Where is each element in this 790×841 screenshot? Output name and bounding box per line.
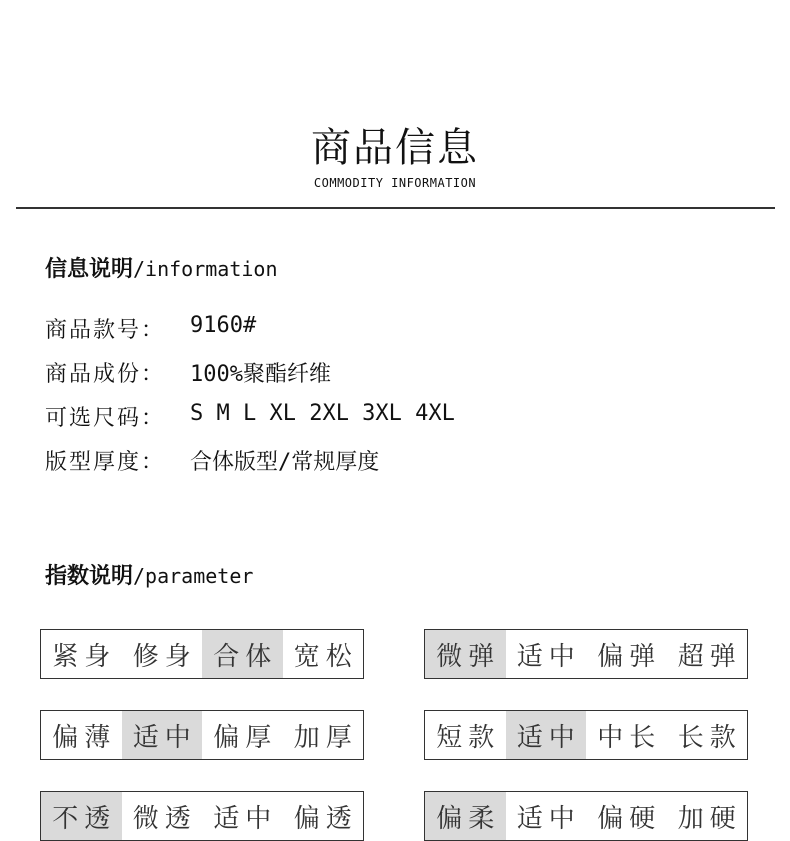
param-option: 偏薄: [52, 722, 117, 753]
param-option: 紧身: [52, 641, 117, 672]
info-label: 商品款号：: [45, 318, 166, 343]
param-option: 偏弹: [597, 641, 662, 672]
param-option: 长款: [677, 722, 742, 753]
info-value: 100%聚酯纤维: [190, 362, 331, 387]
info-value: S M L XL 2XL 3XL 4XL: [190, 401, 455, 426]
info-row-sizes: [45, 401, 455, 432]
param-option-selected: 不透: [41, 792, 122, 840]
info-label: 版型厚度：: [45, 450, 166, 475]
divider: [16, 207, 775, 209]
param-transparency-box: [40, 791, 364, 841]
param-option: 适中: [516, 641, 581, 672]
param-thickness-box: [40, 710, 364, 760]
param-length-box: [424, 710, 748, 760]
param-option: 宽松: [293, 641, 358, 672]
info-row-composition: [45, 357, 331, 388]
info-heading-zh: 信息说明: [45, 257, 134, 282]
info-value: 合体版型/常规厚度: [190, 450, 380, 475]
param-option-selected: 合体: [202, 630, 283, 678]
param-option: 适中: [516, 803, 581, 834]
info-label: 商品成份：: [45, 362, 166, 387]
param-heading-en: /parameter: [133, 564, 254, 588]
param-heading: [45, 559, 253, 590]
page-subtitle: COMMODITY INFORMATION: [313, 176, 477, 190]
param-elasticity-box: [424, 629, 748, 679]
param-option-selected: 偏柔: [425, 792, 506, 840]
info-heading-en: /information: [133, 257, 278, 281]
param-option: 偏厚: [213, 722, 278, 753]
param-option: 中长: [597, 722, 662, 753]
param-softness-box: [424, 791, 748, 841]
param-heading-zh: 指数说明: [45, 564, 134, 589]
param-option-selected: 适中: [506, 711, 587, 759]
page-title: 商品信息: [311, 125, 479, 171]
param-option: 超弹: [677, 641, 742, 672]
info-heading: [45, 252, 278, 283]
param-option-selected: 微弹: [425, 630, 506, 678]
info-row-fit-thickness: [45, 445, 379, 476]
param-option: 偏透: [293, 803, 358, 834]
param-option: 短款: [436, 722, 501, 753]
param-option: 加硬: [677, 803, 742, 834]
info-label: 可选尺码：: [45, 406, 166, 431]
info-value: 9160#: [190, 313, 257, 338]
info-row-style-number: [45, 313, 256, 344]
param-option: 修身: [132, 641, 197, 672]
param-option: 适中: [213, 803, 278, 834]
param-option: 微透: [132, 803, 197, 834]
param-fit-box: [40, 629, 364, 679]
param-option-selected: 适中: [122, 711, 203, 759]
param-option: 偏硬: [597, 803, 662, 834]
param-option: 加厚: [293, 722, 358, 753]
